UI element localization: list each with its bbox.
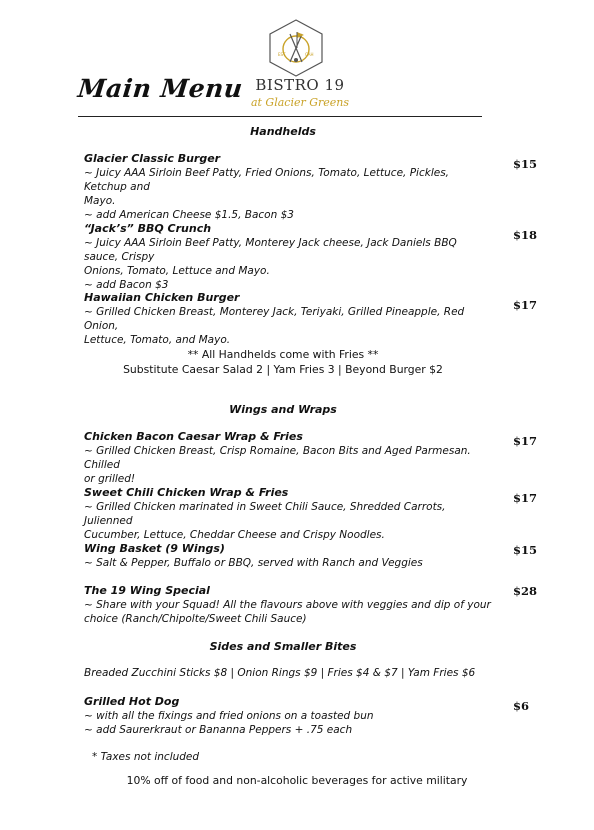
taxes-note: * Taxes not included bbox=[92, 751, 200, 763]
menu-title: Main Menu bbox=[76, 74, 245, 103]
item-description: choice (Ranch/Chipolte/Sweet Chili Sauce) bbox=[84, 613, 307, 625]
item-name: Wing Basket (9 Wings) bbox=[84, 542, 225, 555]
item-price: $6 bbox=[513, 699, 530, 713]
menu-item-sweet-chili-chicken-wrap bbox=[84, 486, 494, 542]
menu-item-wing-basket bbox=[84, 542, 494, 570]
item-description: ~ with all the fixings and fried onions on a toasted bun bbox=[84, 710, 374, 722]
item-description: Cucumber, Lettuce, Cheddar Cheese and Crispy Noodles. bbox=[84, 529, 385, 541]
item-description: Onions, Tomato, Lettuce and Mayo. bbox=[84, 265, 270, 277]
item-description: ~ Grilled Chicken marinated in Sweet Chili Sauce, Shredded Carrots, Julienned bbox=[84, 501, 446, 527]
item-price: $15 bbox=[513, 157, 538, 171]
menu-item-glacier-classic-burger bbox=[84, 152, 494, 222]
menu-item-hawaiian-chicken-burger bbox=[84, 291, 494, 347]
item-name: The 19 Wing Special bbox=[84, 584, 210, 597]
item-name: Glacier Classic Burger bbox=[84, 152, 221, 165]
item-price: $17 bbox=[513, 434, 538, 448]
header-divider bbox=[78, 116, 482, 117]
bistro-logo bbox=[266, 18, 326, 78]
item-description: Lettuce, Tomato, and Mayo. bbox=[84, 334, 231, 346]
sides-list: Breaded Zucchini Sticks $8 | Onion Rings $9 | Fries $4 & $7 | Yam Fries $6 bbox=[84, 667, 476, 679]
item-name: Sweet Chili Chicken Wrap & Fries bbox=[84, 486, 289, 499]
item-description: ~ Share with your Squad! All the flavours above with veggies and dip of your bbox=[84, 599, 491, 611]
menu-item-jacks-bbq-crunch bbox=[84, 222, 494, 292]
item-price: $17 bbox=[513, 491, 538, 505]
item-description: ~ Grilled Chicken Breast, Monterey Jack, Teriyaki, Grilled Pineapple, Red Onion, bbox=[84, 306, 465, 332]
item-addon: ~ add American Cheese $1.5, Bacon $3 bbox=[84, 209, 294, 221]
substitutions-note: Substitute Caesar Salad 2 | Yam Fries 3 | Beyond Burger $2 bbox=[123, 363, 443, 376]
item-name: Chicken Bacon Caesar Wrap & Fries bbox=[84, 430, 303, 443]
menu-item-chicken-bacon-caesar-wrap bbox=[84, 430, 494, 486]
item-name: “Jack’s” BBQ Crunch bbox=[84, 222, 212, 235]
section-heading-wings-wraps: Wings and Wraps bbox=[229, 403, 337, 416]
handhelds-note bbox=[0, 347, 566, 377]
item-price: $17 bbox=[513, 298, 538, 312]
item-price: $15 bbox=[513, 543, 538, 557]
item-description: Mayo. bbox=[84, 195, 116, 207]
military-discount-note: 10% off of food and non-alcoholic beverages for active military bbox=[126, 774, 468, 787]
golf-crest-icon bbox=[266, 18, 326, 78]
brand-name: BISTRO 19 bbox=[255, 76, 345, 94]
item-addon: ~ add Saurerkraut or Bananna Peppers + .75 each bbox=[84, 724, 353, 736]
section-heading-sides: Sides and Smaller Bites bbox=[209, 640, 357, 653]
fries-note: ** All Handhelds come with Fries ** bbox=[187, 348, 379, 361]
item-price: $28 bbox=[513, 584, 538, 598]
item-name: Hawaiian Chicken Burger bbox=[84, 291, 240, 304]
section-heading-handhelds: Handhelds bbox=[250, 125, 316, 138]
logo-cah-text: CAH bbox=[305, 52, 314, 57]
brand-tagline: at Glacier Greens bbox=[250, 96, 350, 109]
item-description: ~ Juicy AAA Sirloin Beef Patty, Monterey Jack cheese, Jack Daniels BBQ sauce, Crispy bbox=[84, 237, 457, 263]
item-description: or grilled! bbox=[84, 473, 136, 485]
item-name: Grilled Hot Dog bbox=[84, 695, 180, 708]
item-description: ~ Grilled Chicken Breast, Crisp Romaine, Bacon Bits and Aged Parmesan. Chilled bbox=[84, 445, 471, 471]
item-addon: ~ add Bacon $3 bbox=[84, 279, 169, 291]
item-description: ~ Salt & Pepper, Buffalo or BBQ, served with Ranch and Veggies bbox=[84, 557, 423, 569]
item-price: $18 bbox=[513, 228, 538, 242]
logo-est-text: EST bbox=[278, 52, 286, 57]
item-description: ~ Juicy AAA Sirloin Beef Patty, Fried Onions, Tomato, Lettuce, Pickles, Ketchup and bbox=[84, 167, 450, 193]
menu-item-19-wing-special bbox=[84, 584, 494, 626]
menu-item-grilled-hot-dog bbox=[84, 695, 494, 737]
